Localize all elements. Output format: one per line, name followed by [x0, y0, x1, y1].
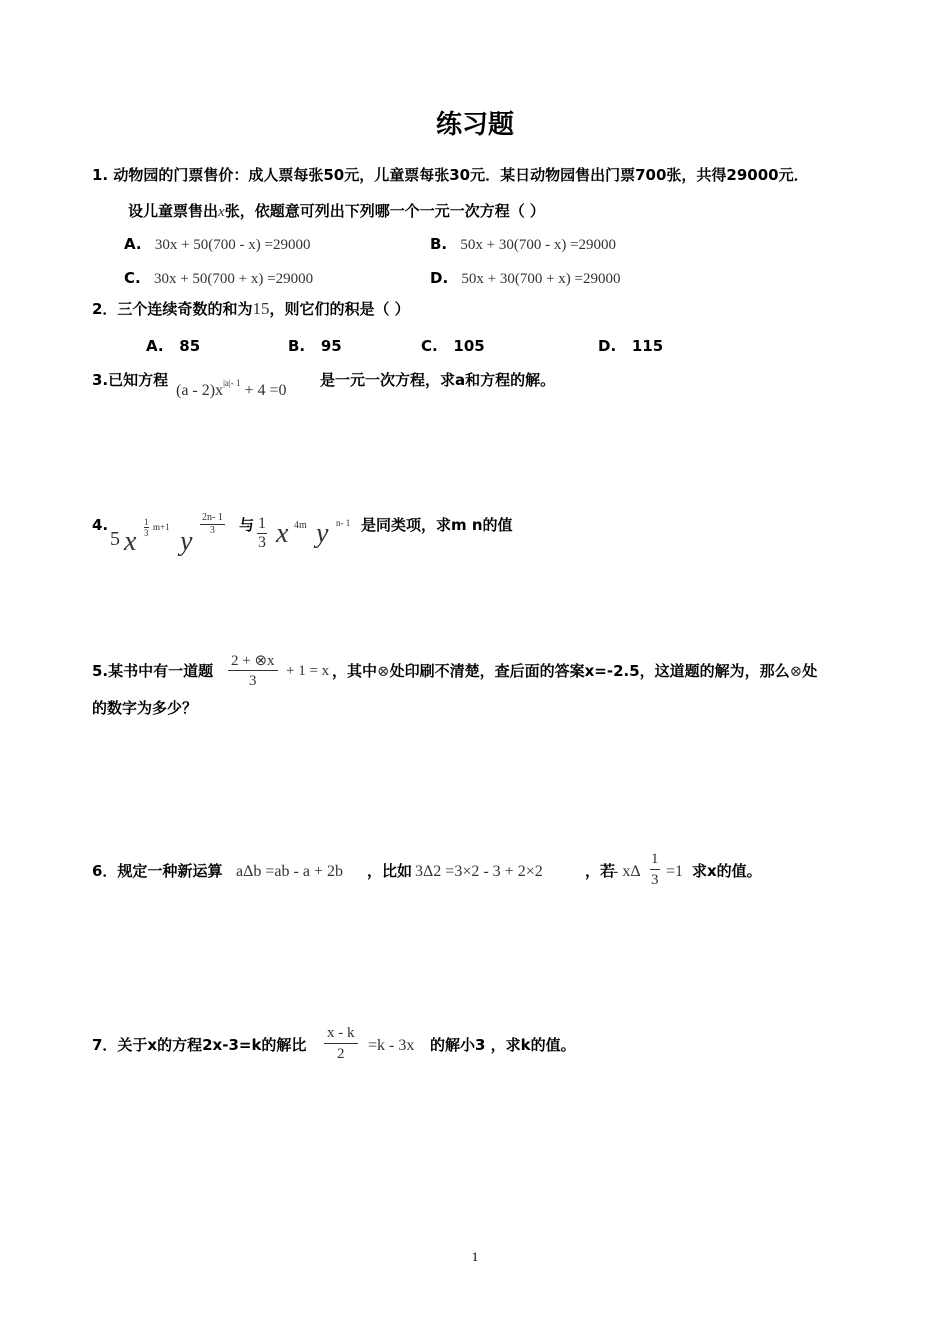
q3-expr-base: (a - 2)x — [176, 382, 224, 399]
option-expr: 50x + 30(700 + x) =29000 — [461, 271, 621, 287]
q5-symbol-2: ⊗ — [789, 664, 803, 680]
q7-frac — [324, 1024, 358, 1064]
q1-line2 — [128, 201, 545, 222]
q2-option-c[interactable] — [421, 336, 485, 356]
frac-num: 2n- 1 — [202, 512, 223, 523]
q4-mid: 与 — [239, 516, 255, 534]
option-label: A. — [146, 337, 164, 355]
q2-num: 15 — [252, 299, 270, 318]
q4-post: 是同类项，求m n的值 — [361, 516, 513, 534]
q2-option-b[interactable] — [288, 336, 342, 356]
page-number: 1 — [471, 1249, 479, 1264]
q4-t2-x: x — [276, 518, 289, 549]
q4-number: 4. — [92, 516, 109, 534]
q1-option-d[interactable] — [430, 268, 621, 289]
q1-var-x: x — [218, 204, 225, 220]
option-label: C. — [421, 337, 438, 355]
option-expr: 50x + 30(700 - x) =29000 — [460, 237, 617, 253]
q3-pre: 3.已知方程 — [92, 371, 169, 389]
frac-den: 3 — [258, 534, 266, 551]
q6-definition: aΔb =ab - a + 2b — [236, 863, 343, 880]
q5-mid3: 处 — [802, 662, 818, 680]
q2-option-d[interactable] — [598, 336, 663, 356]
frac-den: 3 — [209, 525, 215, 536]
q6-pre: 6．规定一种新运算 — [92, 862, 223, 880]
q7-post: 的解小3 ，求k的值。 — [430, 1036, 576, 1054]
q5-mid1: ，其中 — [332, 662, 378, 680]
option-value: 85 — [179, 337, 201, 355]
q6-mid1: ，比如 — [367, 862, 413, 880]
frac-num: 2 + ⊗x — [228, 652, 278, 671]
option-label: D. — [430, 269, 449, 287]
frac-den: 3 — [249, 673, 257, 689]
q4-t1-coef: 5 — [110, 528, 120, 550]
frac-num: 1 — [650, 850, 660, 870]
option-label: C. — [124, 269, 141, 287]
q4-t2-xexp: 4m — [294, 520, 307, 531]
option-value: 105 — [453, 337, 485, 355]
q6-cond-post: =1 — [666, 863, 684, 880]
q1-option-c[interactable] — [124, 268, 313, 289]
q4-t1-yexp-frac — [200, 512, 225, 537]
q1-line2-post: 张，依题意可列出下列哪一个一元一次方程（ ） — [224, 202, 545, 220]
q6-post: 求x的值。 — [692, 862, 762, 880]
frac-num: 1 — [258, 515, 266, 532]
q4-t2-yexp: n- 1 — [336, 518, 351, 528]
q6-cond-pre: - xΔ — [613, 863, 641, 880]
q4-t2-coef-frac — [257, 515, 267, 552]
option-value: 95 — [320, 337, 342, 355]
q2-stem — [92, 299, 410, 319]
option-expr: 30x + 50(700 + x) =29000 — [153, 271, 314, 287]
q2-post: ，则它们的积是（ ） — [269, 300, 410, 318]
q7-tail: =k - 3x — [368, 1037, 415, 1054]
q3-post: 是一元一次方程，求a和方程的解。 — [320, 371, 556, 389]
q3-expr — [176, 378, 287, 400]
option-label: B. — [288, 337, 306, 355]
option-label: D. — [598, 337, 617, 355]
q5-frac-tail: + 1 = x — [286, 663, 330, 679]
q6-frac — [650, 850, 660, 890]
q2-pre: 2．三个连续奇数的和为 — [92, 300, 253, 318]
option-value: 115 — [631, 337, 664, 355]
q4-t1-y: y — [180, 526, 193, 557]
q5-frac — [228, 652, 278, 691]
q5-rest — [332, 661, 817, 682]
q6-example: 3Δ2 =3×2 - 3 + 2×2 — [415, 863, 543, 880]
frac-num: x - k — [324, 1024, 358, 1044]
frac-den: 3 — [144, 528, 149, 538]
q5-mid2: 处印刷不清楚，查后面的答案x=-2.5，这道题的解为，那么 — [389, 662, 790, 680]
q1-line2-pre: 设儿童票售出 — [128, 202, 219, 220]
q4-t1-xexp-frac — [144, 517, 149, 538]
frac-den: 3 — [651, 872, 659, 888]
q5-pre: 5.某书中有一道题 — [92, 662, 214, 680]
q1-option-b[interactable] — [430, 234, 616, 255]
q1-line1: 1. 动物园的门票售价：成人票每张50元，儿童票每张30元．某日动物园售出门票700张，共得29000元． — [92, 166, 809, 184]
q3-expr-tail: + 4 =0 — [244, 382, 287, 399]
option-expr: 30x + 50(700 - x) =29000 — [154, 237, 311, 253]
q4-t1-x: x — [124, 526, 137, 557]
frac-num: 1 — [144, 517, 149, 527]
q4-t2-y: y — [316, 518, 329, 549]
option-label: A. — [124, 235, 142, 253]
q7-pre: 7．关于x的方程2x-3=k的解比 — [92, 1036, 307, 1054]
q3-expr-exp: |a|- 1 — [223, 378, 241, 388]
q4-t1-xexp-tail: m+1 — [153, 522, 170, 532]
q6-mid2: ，若 — [585, 862, 616, 880]
q1-option-a[interactable] — [124, 234, 310, 255]
option-label: B. — [430, 235, 448, 253]
frac-den: 2 — [337, 1046, 345, 1062]
q5-symbol: ⊗ — [377, 664, 390, 680]
page-title: 练习题 — [435, 110, 514, 140]
q5-line2: 的数字为多少？ — [92, 699, 198, 717]
q2-option-a[interactable] — [146, 336, 200, 356]
